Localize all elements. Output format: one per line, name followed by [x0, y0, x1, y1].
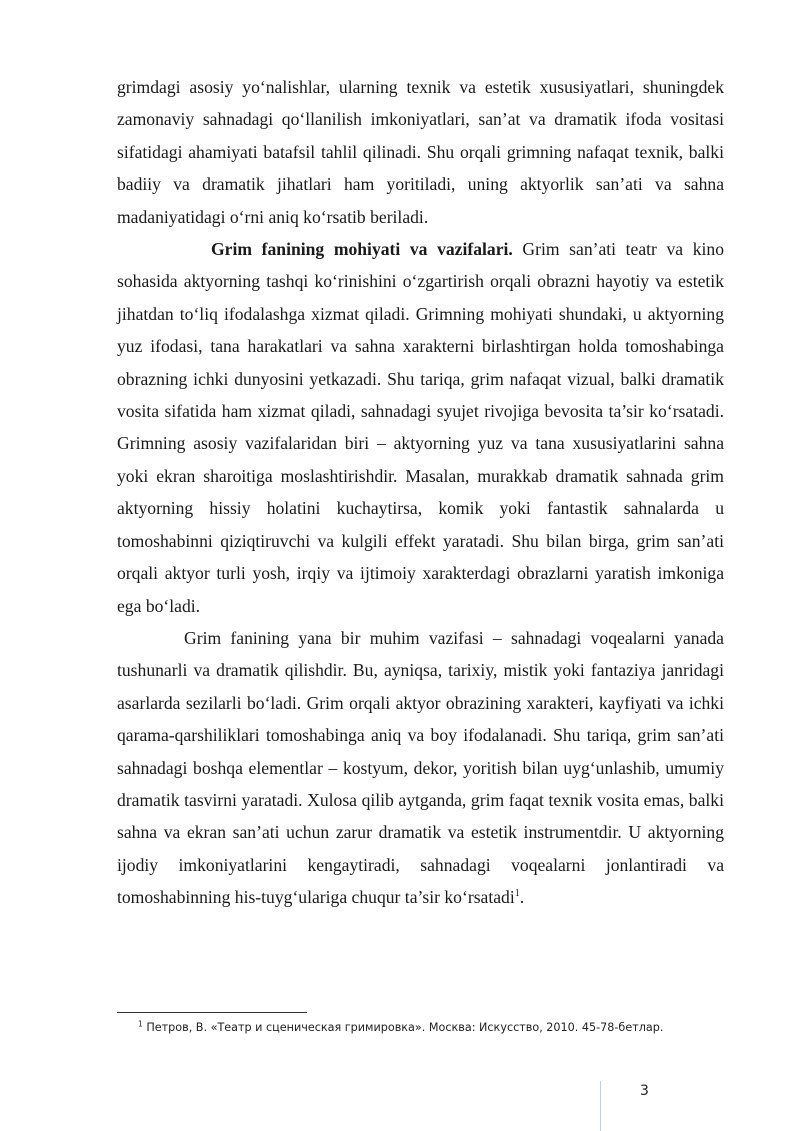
footnote-marker: 1 [138, 1019, 143, 1029]
footnote [138, 1020, 663, 1036]
paragraph-essence-and-tasks [117, 233, 724, 622]
page-number: 3 [640, 1083, 649, 1099]
paragraph-end-period: . [519, 887, 525, 908]
paragraph-another-task [117, 622, 724, 914]
document-body [117, 71, 724, 914]
paragraph-essence-text: Grim san’ati teatr va kino sohasida aktyorning tashqi ko‘rinishini o‘zgartirish orqali obrazni hayotiy va estetik jihatdan to‘liq ifodalashga xizmat qiladi. Grimning mohiyati shundaki, u aktyorning yuz ifodasi, tana harakatlari va sahna xarakterni birlashtirgan holda tomoshabinga obrazning ichki dunyosini yetkazadi. Shu tariqa, grim nafaqat vizual, balki dramatik vosita sifatida ham xizmat qiladi, sahnadagi syujet rivojiga bevosita ta’sir ko‘rsatadi. Grimning asosiy vazifalaridan biri – aktyorning yuz va tana xususiyatlarini sahna yoki ekran sharoitiga moslashtirishdir. Masalan, murakkab dramatik sahnada grim aktyorning hissiy holatini kuchaytirsa, komik yoki fantastik sahnalarda u tomoshabinni qiziqtiruvchi va kulgili effekt yaratadi. Shu bilan birga, grim san’ati orqali aktyor turli yosh, irqiy va ijtimoiy xarakterdagi obrazlarni yaratish imkoniga ega bo‘ladi. [117, 239, 724, 616]
footnote-reference[interactable]: 1 [514, 888, 520, 900]
footnote-separator [117, 1012, 307, 1013]
paragraph-intro-continuation: grimdagi asosiy yo‘nalishlar, ularning texnik va estetik xususiyatlari, shuningdek zamonaviy sahnadagi qo‘llanilish imkoniyatlari, san’at va dramatik ifoda vositasi sifatidagi ahamiyati batafsil tahlil qilinadi. Shu orqali grimning nafaqat texnik, balki badiiy va dramatik jihatlari ham yoritiladi, uning aktyorlik san’ati va sahna madaniyatidagi o‘rni aniq ko‘rsatib beriladi. [117, 77, 724, 227]
page-number-divider [600, 1081, 601, 1131]
footnote-text: Петров, В. «Театр и сценическая гримировка». Москва: Искусство, 2010. 45-78-бетлар. [146, 1021, 664, 1034]
section-heading: Grim fanining mohiyati va vazifalari. [211, 239, 513, 260]
paragraph-another-task-text: Grim fanining yana bir muhim vazifasi – sahnadagi voqealarni yanada tushunarli va dramatik qilishdir. Bu, ayniqsa, tarixiy, mistik yoki fantaziya janridagi asarlarda sezilarli bo‘ladi. Grim orqali aktyor obrazining xarakteri, kayfiyati va ichki qarama-qarshiliklari tomoshabinga aniq va boy ifodalanadi. Shu tariqa, grim san’ati sahnadagi boshqa elementlar – kostyum, dekor, yoritish bilan uyg‘unlashib, umumiy dramatik tasvirni yaratadi. Xulosa qilib aytganda, grim faqat texnik vosita emas, balki sahna va ekran san’ati uchun zarur dramatik va estetik instrumentdir. U aktyorning ijodiy imkoniyatlarini kengaytiradi, sahnadagi voqealarni jonlantiradi va tomoshabinning his-tuyg‘ulariga chuqur ta’sir ko‘rsatadi [117, 627, 724, 908]
